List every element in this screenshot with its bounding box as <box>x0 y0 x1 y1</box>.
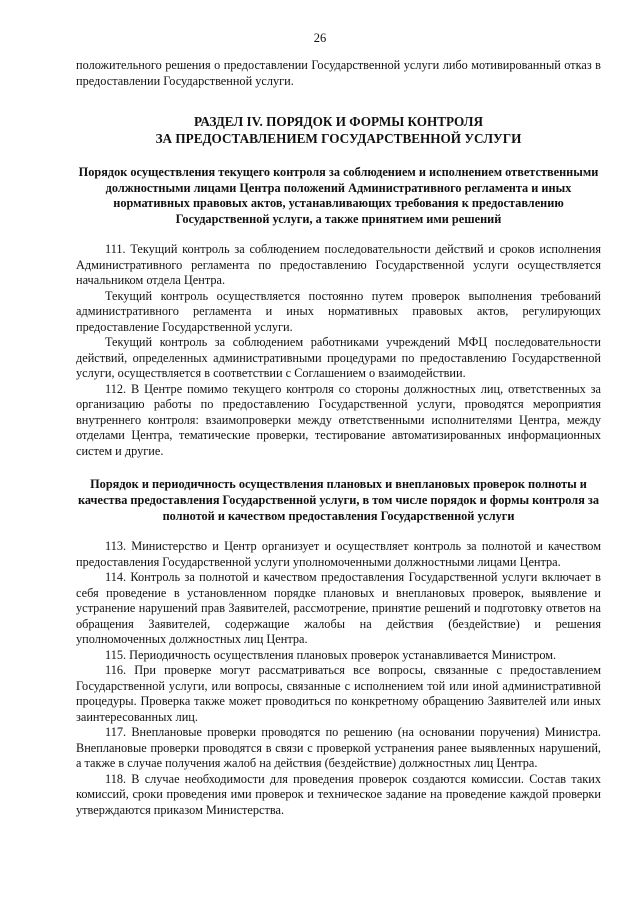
page-content <box>76 58 601 818</box>
paragraph-112: 112. В Центре помимо текущего контроля со стороны должностных лиц, ответственных за организацию работы по предоставлению Государственной услуги, проводятся мероприятия внутреннего контроля: взаимопроверки между ответственными исполнителями Центра, между отделами Центра, тематические проверки, тестирование автоматизированных информационных систем и другие. <box>76 381 601 458</box>
paragraph-111-c: Текущий контроль за соблюдением работниками учреждений МФЦ последовательности действий, определенных административными процедурами по предоставлению Государственной услуги, осуществляется в соответствии с Соглашением о взаимодействии. <box>76 335 601 381</box>
section-title <box>76 113 601 147</box>
paragraph-117: 117. Внеплановые проверки проводятся по решению (на основании поручения) Министра. Внеплановые проверки проводятся в связи с проверкой устранения ранее выявленных нарушений, а также в случае получения жалоб на действия (бездействие) должностных лиц Центра. <box>76 725 601 771</box>
paragraph-118: 118. В случае необходимости для проведения проверок создаются комиссии. Состав таких комиссий, сроки проведения ими проверок и техническое задание на проведение каждой проверки утверждаются приказом Министерства. <box>76 771 601 817</box>
paragraph-114: 114. Контроль за полнотой и качеством предоставления Государственной услуги включает в себя проведение в установленном порядке плановых и внеплановых проверок, выявление и устранение нарушений прав Заявителей, рассмотрение, принятие решений и подготовку ответов на обращения Заявителей, содержащие жалобы на действия (бездействие) и решения уполномоченных должностных лиц Центра. <box>76 570 601 647</box>
paragraph-115: 115. Периодичность осуществления плановых проверок устанавливается Министром. <box>105 647 557 662</box>
paragraph-113: 113. Министерство и Центр организует и осуществляет контроль за полнотой и качеством предоставления Государственной услуги уполномоченными должностными лицами Центра. <box>76 539 601 569</box>
paragraph-116: 116. При проверке могут рассматриваться все вопросы, связанные с предоставлением Государственной услуги, или вопросы, связанные с исполнением той или иной административной процедуры. Проверка также может проводиться по конкретному обращению Заявителей или иных заинтересованных лиц. <box>76 663 601 724</box>
page-number: 26 <box>313 31 327 45</box>
paragraph-111-b: Текущий контроль осуществляется постоянно путем проверок выполнения требований административного регламента и иных нормативных правовых актов, регулирующих предоставление Государственной услуги. <box>76 288 601 334</box>
intro-paragraph: положительного решения о предоставлении Государственной услуги либо мотивированный отказ в предоставлении Государственной услуги. <box>76 58 601 88</box>
subsection-title-inspections: Порядок и периодичность осуществления плановых и внеплановых проверок полноты и качества предоставления Государственной услуги, в том числе порядок и формы контроля за полнотой и качеством предоставления Государственной услуги <box>77 477 600 523</box>
section-title-line-2: ЗА ПРЕДОСТАВЛЕНИЕМ ГОСУДАРСТВЕННОЙ УСЛУГИ <box>155 131 522 146</box>
subsection-title-current-control: Порядок осуществления текущего контроля за соблюдением и исполнением ответственными должностными лицами Центра положений Административного регламента и иных нормативных правовых актов, устанавливающих требования к предоставлению Государственной услуги, а также принятием ими решений <box>78 165 599 226</box>
section-title-line-1: РАЗДЕЛ IV. ПОРЯДОК И ФОРМЫ КОНТРОЛЯ <box>194 114 483 129</box>
paragraph-111: 111. Текущий контроль за соблюдением последовательности действий и сроков исполнения Административного регламента по предоставлению Государственной услуги осуществляется начальником отдела Центра. <box>76 242 601 288</box>
